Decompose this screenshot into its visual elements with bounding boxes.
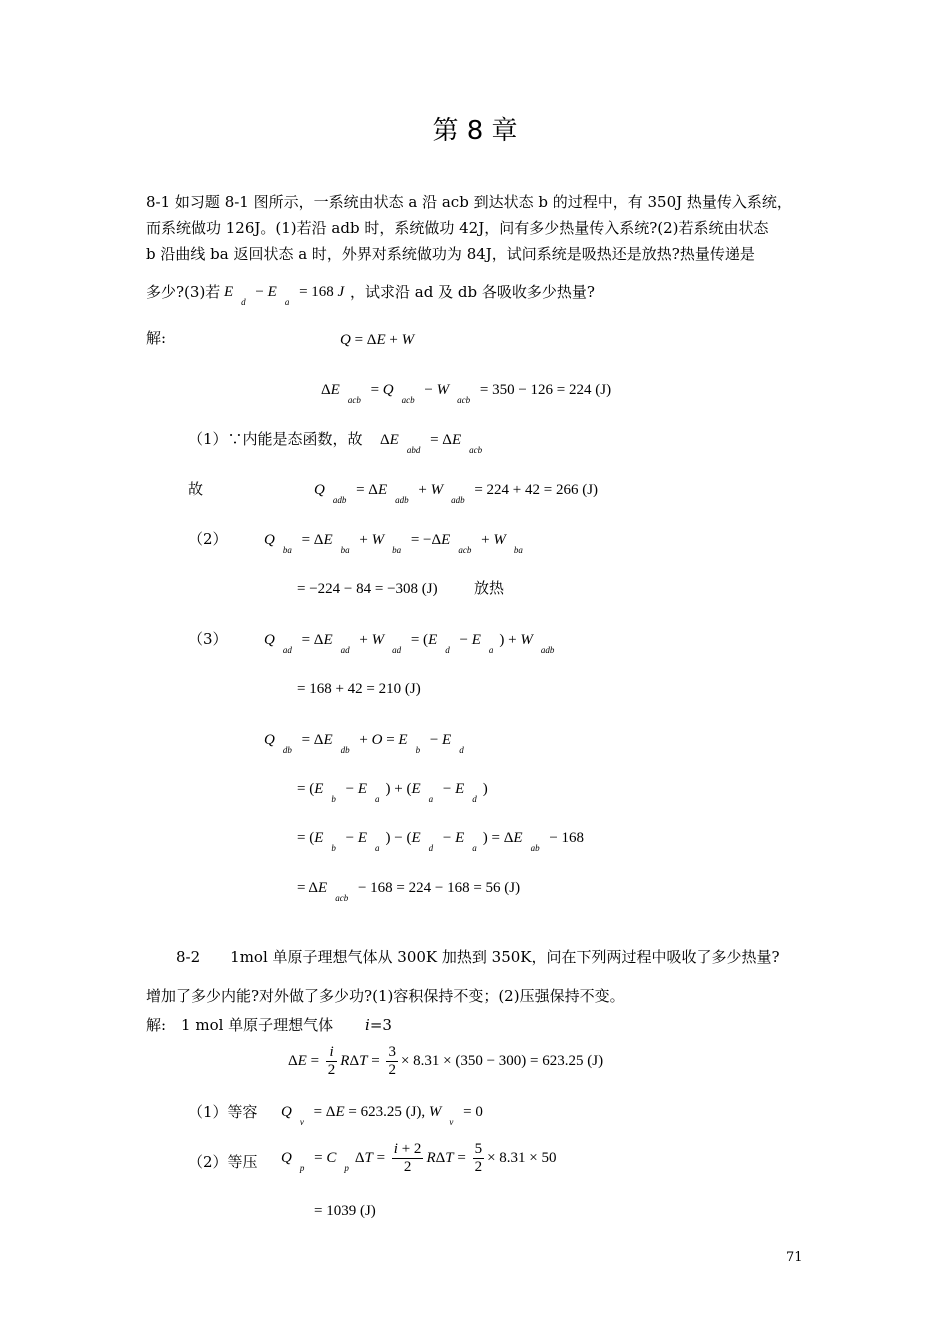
- problem1-line1: 8-1 如习题 8-1 图所示，一系统由状态 a 沿 acb 到达状态 b 的过程中，有 350J 热量传入系统，: [146, 193, 792, 211]
- part1-label: （1）∵内能是态函数，故: [188, 430, 363, 448]
- part1-so: 故: [188, 480, 204, 498]
- formula-q-db: $Q_{db} = \Delta E_{db} + O = E_b - E_d$: [264, 732, 464, 755]
- problem2-line2: 增加了多少内能?对外做了多少功?(1)容积保持不变；(2)压强保持不变。: [146, 987, 625, 1005]
- formula-q-p-value: = 1039 (J): [314, 1203, 376, 1219]
- formula-q-ba-value: = −224 − 84 = −308 (J): [297, 581, 438, 597]
- part2-note: 放热: [474, 579, 505, 597]
- formula-q-ba: $Q_{ba} = \Delta E_{ba} + W_{ba} = -\Delta E_{acb} + W_{ba}$: [264, 532, 523, 555]
- formula-q-ad: $Q_{ad} = \Delta E_{ad} + W_{ad} = (E_d - E_a) + W_{adb}$: [264, 632, 555, 655]
- formula-q-ad-value: = 168 + 42 = 210 (J): [297, 681, 421, 697]
- formula-q-db-step1: = $(E_b - E_a) + (E_a - E_d)$: [297, 781, 488, 804]
- isochoric-label: （1）等容: [188, 1103, 258, 1121]
- problem1-line4-prefix: 多少?(3)若: [146, 283, 221, 301]
- chapter-title: 第 8 章: [432, 116, 518, 146]
- problem1-line4-suffix: ，试求沿 ad 及 db 各吸收多少热量?: [350, 283, 595, 301]
- solution1-label: 解:: [146, 329, 167, 347]
- problem1-line3: b 沿曲线 ba 返回状态 a 时，外界对系统做功为 84J，试问系统是吸热还是放热?热量传递是: [146, 245, 755, 263]
- part2-label: （2）: [188, 530, 228, 548]
- formula-q-db-value: = $\Delta E_{acb} - 168 = 224 - 168 = 56$ (J): [297, 880, 521, 903]
- i-value: =3: [369, 1016, 392, 1034]
- formula-delta-e: ΔE = $\frac{i}{2}$ RΔT = $\frac{3}{2}$ × 8.31 × (350 − 300) = 623.25 (J): [288, 1044, 604, 1078]
- formula-first-law: Q = ΔE + W: [340, 332, 415, 348]
- problem2-line1: 8-2 1mol 单原子理想气体从 300K 加热到 350K，问在下列两过程中吸收了多少热量?: [176, 948, 780, 966]
- problem1-line2: 而系统做功 126J。(1)若沿 adb 时，系统做功 42J，问有多少热量传入系统?(2)若系统由状态: [146, 219, 769, 237]
- formula-q-db-step2: = $(E_b - E_a) - (E_d - E_a) = \Delta E_{ab} - 168$: [297, 830, 585, 853]
- formula-state-function: $\Delta E_{abd} = \Delta E_{acb}$: [380, 432, 483, 455]
- problem2-i-value: [365, 1016, 392, 1034]
- formula-q-adb: $Q_{adb} = \Delta E_{adb} + W_{adb} = 224 + 42 = 266$ (J): [314, 482, 599, 505]
- problem2-solution-prefix: 解: 1 mol 单原子理想气体: [146, 1016, 334, 1034]
- part3-label: （3）: [188, 630, 228, 648]
- isobaric-label: （2）等压: [188, 1153, 258, 1171]
- formula-delta-e-acb: $\Delta E_{acb} = Q_{acb} - W_{acb} = 350 - 126 = 224$ (J): [321, 382, 612, 405]
- formula-q-v: $Q_v = \Delta E = 623.25$ (J), $W_v = 0$: [281, 1104, 483, 1127]
- page-number: 71: [786, 1250, 803, 1265]
- formula-ed-minus-ea: $E_d - E_a = 168$ J: [224, 284, 345, 307]
- formula-q-p: $Q_p = C_p\Delta T$ = $\frac{i + 2}{2}$ RΔT = $\frac{5}{2}$ × 8.31 × 50: [281, 1141, 557, 1175]
- variable-i: i: [365, 1016, 370, 1034]
